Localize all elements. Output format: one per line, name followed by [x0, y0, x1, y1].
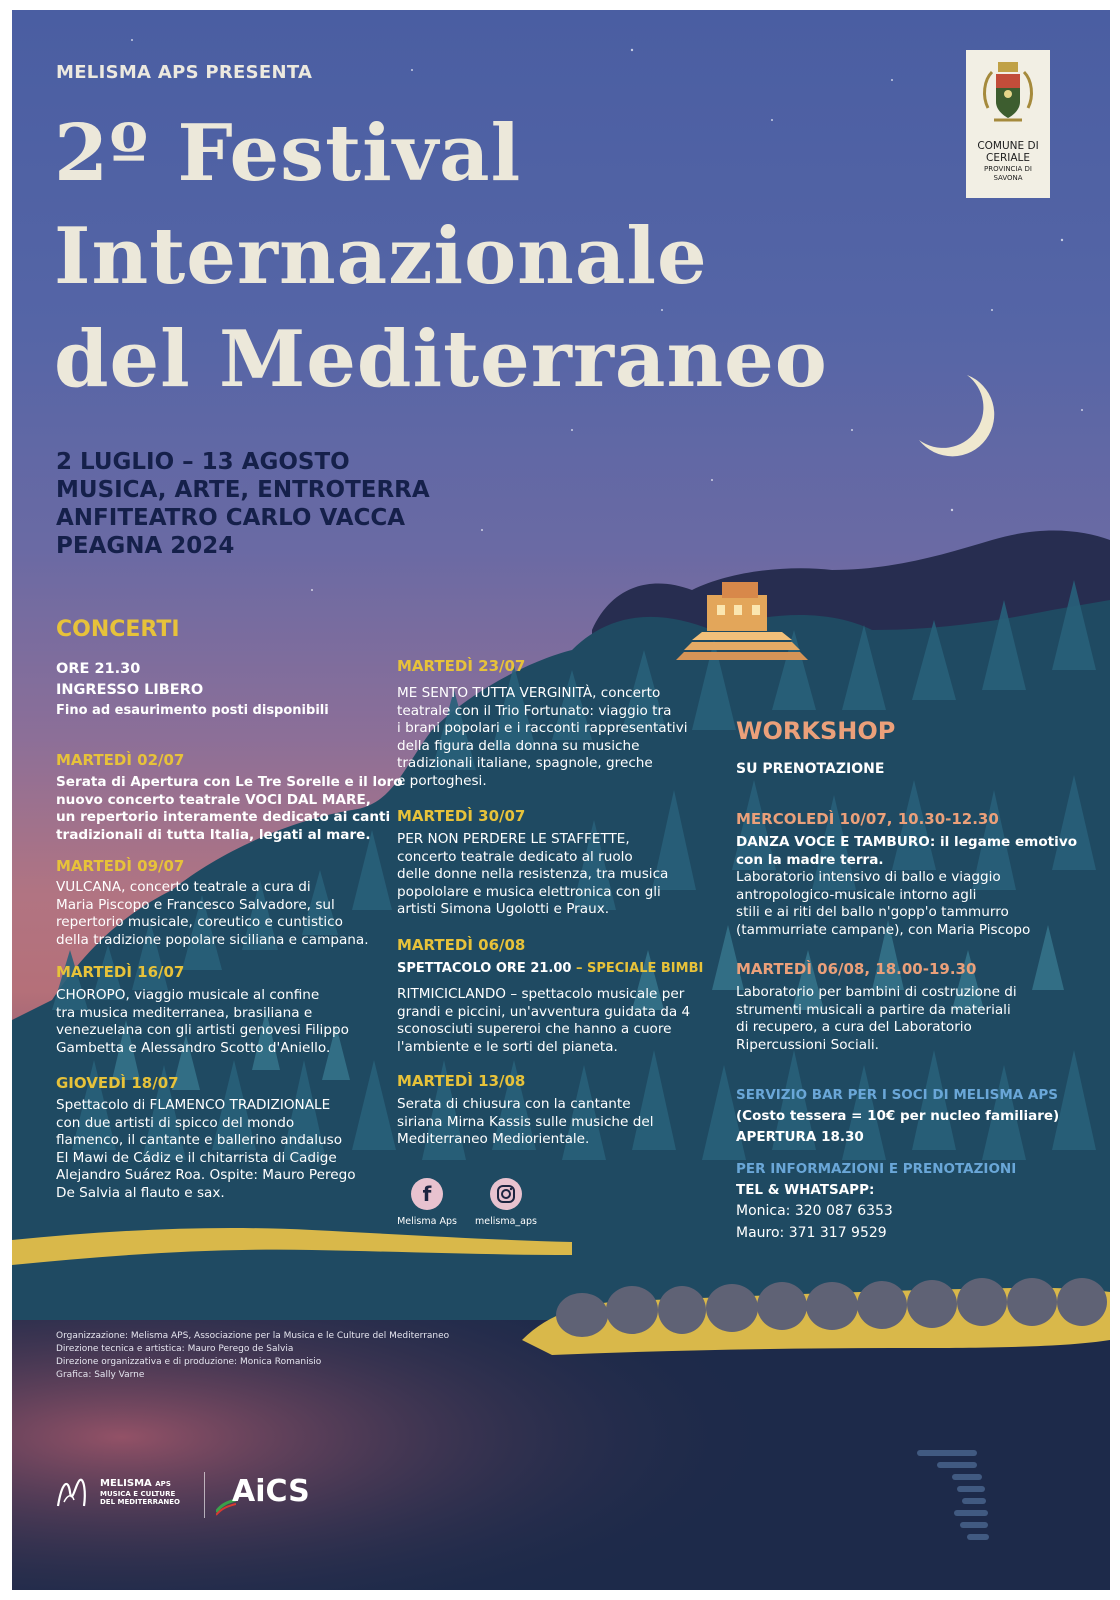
facebook-icon: f — [422, 1182, 432, 1206]
info-place-year: PEAGNA 2024 — [56, 533, 235, 559]
event-desc-1607: CHOROPO, viaggio musicale al confine tra musica mediterranea, brasiliana e venezuelana con gli artisti genovesi Filippo Gambetta e Alessandro Scotto d'Aniello. — [56, 987, 349, 1056]
contacts-label: TEL & WHATSAPP: — [736, 1182, 875, 1198]
logo-text-1: COMUNE DI — [977, 140, 1039, 152]
event-desc-1308: Serata di chiusura con la cantante siriana Mirna Kassis sulle musiche del Mediterraneo Mediorientale. — [397, 1096, 654, 1147]
info-theme: MUSICA, ARTE, ENTROTERRA — [56, 477, 430, 503]
workshop-desc-1007: DANZA VOCE E TAMBURO: il legame emotivo con la madre terra. Laboratorio intensivo di ballo e viaggio antropologico-musicale intorno agli stili e ai riti del ballo n'gopp'o tammurro (tammurriate campane), con Maria Piscopo — [736, 834, 1078, 938]
workshop-heading: WORKSHOP — [736, 717, 896, 745]
aics-logo: AiCS — [216, 1470, 316, 1518]
logo-text-2: CERIALE — [985, 152, 1031, 164]
contacts-heading: PER INFORMAZIONI E PRENOTAZIONI — [736, 1161, 1017, 1177]
event-desc-0207: Serata di Apertura con Le Tre Sorelle e il loro nuovo concerto teatrale VOCI DAL MARE, un repertorio interamente dedicato ai canti tradizionali di tutta Italia, legati al mare. — [56, 774, 403, 843]
workshop-date-0608: MARTEDÌ 06/08, 18.00-19.30 — [736, 960, 977, 978]
title-line-2: Internazionale — [54, 211, 708, 302]
contact-monica: Monica: 320 087 6353 — [736, 1203, 893, 1219]
instagram-label: melisma_aps — [475, 1216, 537, 1227]
event-desc-2307: ME SENTO TUTTA VERGINITÀ, concerto teatrale con il Trio Fortunato: viaggio tra i brani popolari e i racconti rappresentativi della figura della donna su musiche tradizionali italiane, spagnole, greche e portoghesi. — [397, 685, 688, 789]
facebook-link[interactable] — [411, 1178, 443, 1210]
concerts-time: ORE 21.30 — [56, 661, 141, 677]
comune-ceriale-logo — [966, 50, 1050, 198]
event-date-0207: MARTEDÌ 02/07 — [56, 751, 185, 769]
event-subhead-0608: SPETTACOLO ORE 21.00 – SPECIALE BIMBI — [397, 961, 704, 976]
bar-cost: (Costo tessera = 10€ per nucleo familiare) — [736, 1108, 1060, 1124]
melisma-m-icon — [54, 1472, 94, 1512]
logo-divider — [204, 1472, 205, 1518]
melisma-logo: MELISMA APS MUSICA E CULTURE DEL MEDITERRANEO — [54, 1470, 204, 1518]
festival-info — [56, 448, 430, 560]
event-date-1607: MARTEDÌ 16/07 — [56, 963, 185, 981]
event-date-0907: MARTEDÌ 09/07 — [56, 857, 185, 875]
concerts-limit: Fino ad esaurimento posti disponibili — [56, 703, 329, 718]
logo-text-4: SAVONA — [993, 174, 1023, 182]
instagram-link[interactable] — [490, 1178, 522, 1210]
festival-poster — [12, 10, 1110, 1590]
concerts-entry: INGRESSO LIBERO — [56, 682, 204, 698]
workshop-date-1007: MERCOLEDÌ 10/07, 10.30-12.30 — [736, 810, 999, 828]
instagram-icon — [490, 1178, 522, 1210]
event-desc-1807: Spettacolo di FLAMENCO TRADIZIONALE con due artisti di spicco del mondo flamenco, il cantante e ballerino andaluso El Mawi de Cádiz e il chitarrista di Cadige Alejandro Suárez Roa. Ospite: Mauro Perego De Salvia al flauto e sax. — [56, 1097, 356, 1201]
event-date-3007: MARTEDÌ 30/07 — [397, 807, 526, 825]
event-date-1308: MARTEDÌ 13/08 — [397, 1072, 526, 1090]
title-line-1: 2º Festival — [54, 108, 522, 199]
logo-text-3: PROVINCIA DI — [984, 165, 1032, 173]
contact-mauro: Mauro: 371 317 9529 — [736, 1225, 887, 1241]
event-desc-0907: VULCANA, concerto teatrale a cura di Maria Piscopo e Francesco Salvadore, sul repertorio musicale, coreutico e cuntistico della tradizione popolare siciliana e campana. — [56, 879, 369, 948]
festival-title — [54, 102, 828, 411]
info-venue: ANFITEATRO CARLO VACCA — [56, 505, 406, 531]
info-dates: 2 LUGLIO – 13 AGOSTO — [56, 449, 350, 475]
coat-of-arms-icon — [980, 58, 1036, 132]
bar-heading: SERVIZIO BAR PER I SOCI DI MELISMA APS — [736, 1087, 1058, 1103]
event-desc-3007: PER NON PERDERE LE STAFFETTE, concerto teatrale dedicato al ruolo delle donne nella resistenza, tra musica popololare e musica elettronica con gli artisti Simona Ugolotti e Praux. — [397, 831, 669, 917]
concerts-heading: CONCERTI — [56, 617, 180, 642]
event-date-1807: GIOVEDÌ 18/07 — [56, 1074, 179, 1092]
event-date-2307: MARTEDÌ 23/07 — [397, 657, 526, 675]
bar-opening: APERTURA 18.30 — [736, 1129, 864, 1145]
facebook-label: Melisma Aps — [397, 1216, 457, 1227]
credits: Organizzazione: Melisma APS, Associazione per la Musica e le Culture del Mediterraneo Direzione tecnica e artistica: Mauro Perego de Salvia Direzione organizzativa e di produzione: Monica Romanisio Grafica: Sally Varne — [56, 1331, 450, 1380]
presenter-line: MELISMA APS PRESENTA — [56, 62, 313, 83]
workshop-subtitle: SU PRENOTAZIONE — [736, 761, 885, 777]
workshop-desc-0608: Laboratorio per bambini di costruzione di strumenti musicali a partire da materiali di recupero, a cura del Laboratorio Ripercussioni Sociali. — [736, 984, 1017, 1053]
event-desc-0608: RITMICICLANDO – spettacolo musicale per grandi e piccini, un'avventura guidata da 4 sconosciuti supereroi che hanno a cuore l'ambiente e le sorti del pianeta. — [397, 986, 691, 1055]
title-line-3: del Mediterraneo — [54, 314, 828, 405]
moon — [919, 375, 994, 456]
event-date-0608: MARTEDÌ 06/08 — [397, 936, 526, 954]
